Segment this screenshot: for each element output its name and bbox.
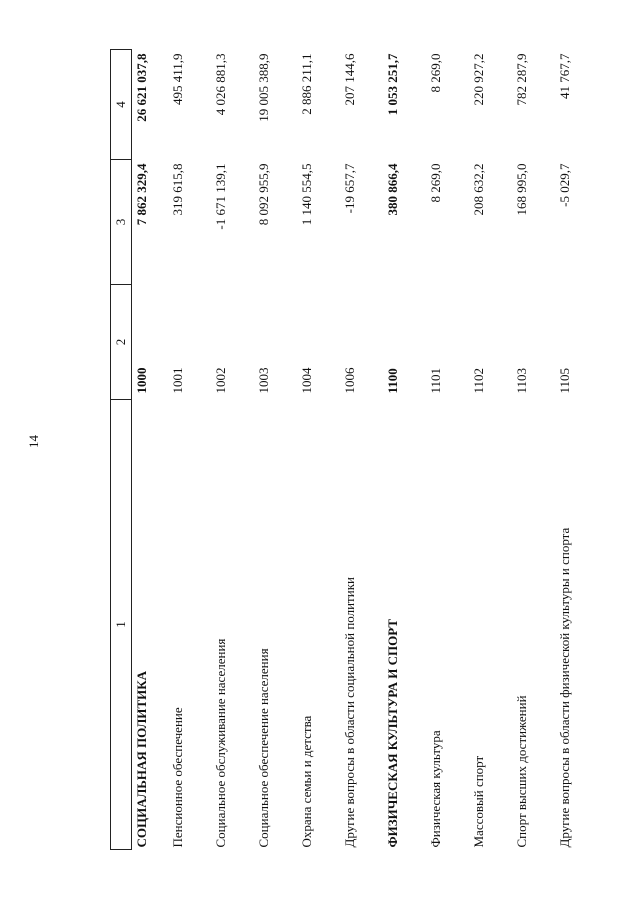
row-value-col3: 380 866,4 — [384, 163, 400, 216]
budget-table-rotated — [110, 50, 640, 850]
table-row — [328, 50, 371, 850]
table-row — [242, 50, 285, 850]
row-value-col3: 208 632,2 — [470, 163, 486, 216]
row-name: Массовый спорт — [470, 755, 486, 848]
row-name: ФИЗИЧЕСКАЯ КУЛЬТУРА И СПОРТ — [384, 619, 400, 848]
table-header-row — [111, 50, 132, 850]
table-row — [457, 50, 500, 850]
row-name: Спорт высших достижений — [513, 695, 529, 848]
table-row — [199, 50, 242, 850]
row-code: 1000 — [134, 367, 149, 394]
row-code: 1100 — [384, 368, 400, 394]
row-name: Социальное обеспечение населения — [255, 648, 271, 848]
column-header-1: 1 — [111, 400, 132, 850]
row-code: 1102 — [470, 367, 486, 394]
table-row — [543, 50, 586, 850]
row-value-col4: 8 269,0 — [427, 53, 443, 93]
row-value-col4: 207 144,6 — [341, 53, 357, 106]
row-value-col3: 8 092 955,9 — [255, 163, 271, 226]
row-code: 1101 — [427, 367, 443, 394]
row-value-col4: 782 287,9 — [513, 53, 529, 106]
row-code: 1103 — [513, 367, 529, 394]
row-code: 1003 — [255, 367, 271, 394]
row-code: 1105 — [556, 367, 572, 394]
column-header-2: 2 — [111, 285, 132, 400]
column-header-3: 3 — [111, 160, 132, 285]
row-value-col3: 168 995,0 — [513, 163, 529, 216]
row-value-col3: 7 862 329,4 — [134, 163, 149, 226]
row-value-col3: 1 140 554,5 — [298, 163, 314, 226]
row-value-col4: 2 886 211,1 — [298, 53, 314, 115]
table-row — [132, 50, 157, 850]
table-row — [414, 50, 457, 850]
budget-table — [110, 49, 586, 850]
row-code: 1006 — [341, 367, 357, 394]
row-name: Другие вопросы в области социальной политики — [341, 577, 357, 848]
row-value-col4: 4 026 881,3 — [212, 53, 228, 116]
row-name: Другие вопросы в области физической культуры и спорта — [556, 527, 572, 848]
row-code: 1001 — [169, 367, 185, 394]
column-header-4: 4 — [111, 50, 132, 160]
table-row — [500, 50, 543, 850]
row-code: 1004 — [298, 367, 314, 394]
row-name: Пенсионное обеспечение — [169, 707, 185, 848]
row-name: Охрана семьи и детства — [298, 715, 314, 848]
table-row — [371, 50, 414, 850]
page-number: 14 — [26, 435, 41, 448]
row-code: 1002 — [212, 367, 228, 394]
row-value-col3: -1 671 139,1 — [212, 163, 228, 230]
row-value-col3: -19 657,7 — [341, 163, 357, 214]
row-value-col4: 495 411,9 — [169, 53, 185, 106]
row-value-col3: 8 269,0 — [427, 163, 443, 203]
row-value-col4: 220 927,2 — [470, 53, 486, 106]
table-body — [132, 50, 587, 850]
row-value-col4: 41 767,7 — [556, 53, 572, 99]
row-name: СОЦИАЛЬНАЯ ПОЛИТИКА — [134, 670, 149, 848]
row-value-col3: -5 029,7 — [556, 163, 572, 207]
row-value-col4: 26 621 037,8 — [134, 53, 149, 122]
table-row — [285, 50, 328, 850]
row-name: Социальное обслуживание населения — [212, 638, 228, 848]
row-value-col4: 19 005 388,9 — [255, 53, 271, 122]
row-value-col3: 319 615,8 — [169, 163, 185, 216]
row-value-col4: 1 053 251,7 — [384, 53, 400, 116]
table-row — [156, 50, 199, 850]
row-name: Физическая культура — [427, 730, 443, 848]
